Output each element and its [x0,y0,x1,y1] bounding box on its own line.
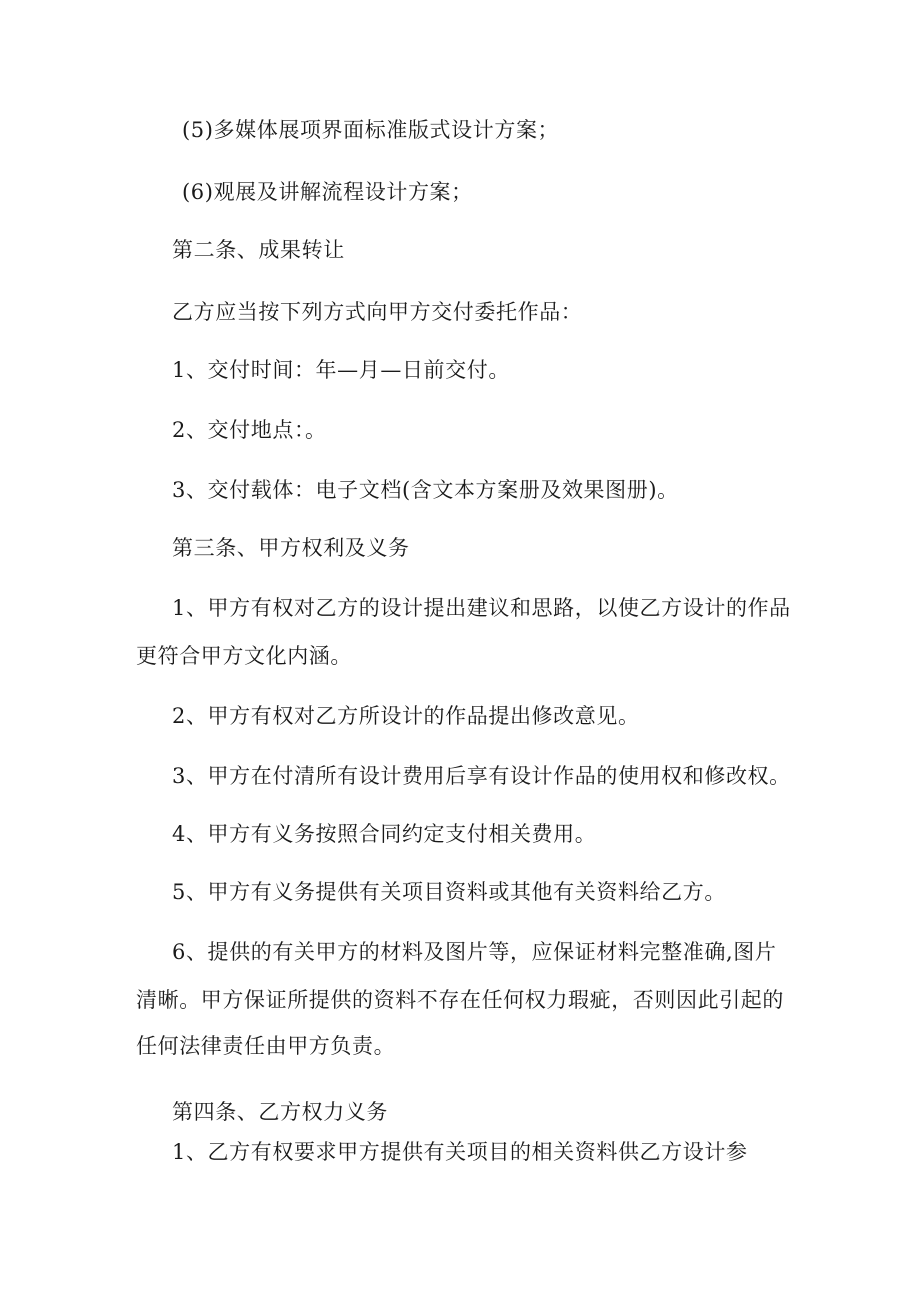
party-a-duty-5: 5、甲方有义务提供有关项目资料或其他有关资料给乙方。 [172,880,726,904]
article-3-heading: 第三条、甲方权利及义务 [172,536,410,560]
article-2-heading: 第二条、成果转让 [172,238,345,262]
party-a-duty-6-cont-1: 清晰。甲方保证所提供的资料不存在任何权力瑕疵，否则因此引起的 [136,988,784,1012]
article-4-heading: 第四条、乙方权力义务 [172,1100,388,1124]
delivery-time: 1、交付时间：年—月—日前交付。 [172,358,510,382]
party-a-duty-6-cont-2: 任何法律责任由甲方负责。 [136,1034,396,1058]
party-a-duty-6: 6、提供的有关甲方的材料及图片等，应保证材料完整准确,图片 [172,940,777,964]
party-a-right-3: 3、甲方在付清所有设计费用后享有设计作品的使用权和修改权。 [172,764,791,788]
delivery-medium: 3、交付载体：电子文档(含文本方案册及效果图册)。 [172,478,679,502]
party-a-right-2: 2、甲方有权对乙方所设计的作品提出修改意见。 [172,704,640,728]
party-a-right-1: 1、甲方有权对乙方的设计提出建议和思路，以使乙方设计的作品 [172,596,791,620]
party-b-right-1: 1、乙方有权要求甲方提供有关项目的相关资料供乙方设计参 [172,1140,748,1164]
list-item-5: (5)多媒体展项界面标准版式设计方案； [182,118,560,142]
delivery-location: 2、交付地点：。 [172,418,327,442]
party-a-right-1-cont: 更符合甲方文化内涵。 [136,644,352,668]
party-a-duty-4: 4、甲方有义务按照合同约定支付相关费用。 [172,822,597,846]
paragraph-delivery-intro: 乙方应当按下列方式向甲方交付委托作品： [172,300,583,324]
list-item-6: (6)观展及讲解流程设计方案； [182,180,473,204]
